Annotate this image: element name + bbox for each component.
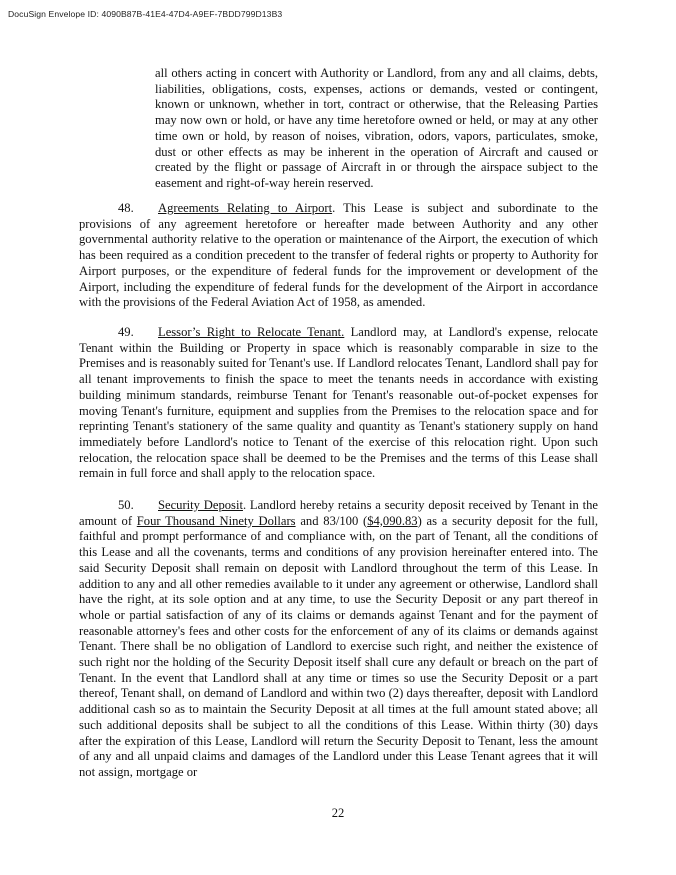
section-50-number: 50. (118, 498, 134, 512)
section-50-body-a: . Landlord hereby retains a security deposit received by Tenant in the amount of (79, 498, 599, 528)
section-49 (79, 325, 598, 482)
docusign-envelope-id: DocuSign Envelope ID: 4090B87B-41E4-47D4-A9EF-7BDD799D13B3 (8, 9, 283, 19)
section-50 (79, 498, 598, 781)
section-48 (79, 201, 598, 311)
section-49-number: 49. (118, 325, 134, 339)
deposit-amount-words: Four Thousand Ninety Dollars (136, 513, 296, 528)
section-48-body: . This Lease is subject and subordinate to the provisions of any agreement heretofore or hereafter made between Authority and any other governmental authority relative to the operation or maintenance of the Airport, the execution of which has been required as a condition precedent to the transfer of federal rights or property to Authority for Airport purposes, or the expenditure of federal funds for the improvement or development of the Airport, including the expenditure of federal funds for the development of the Airport in accordance with the provisions of the Federal Aviation Act of 1958, as amended. (79, 201, 599, 310)
continuation-paragraph: all others acting in concert with Authority or Landlord, from any and all claims, debts, liabilities, obligations, costs, expenses, actions or demands, vested or contingent, known or unknown, whether in tort, contract or otherwise, that the Releasing Parties may now own or hold, or have any time heretofore owned or held, or may at any other time own or hold, by reason of noises, vibration, odors, vapors, particulates, smoke, dust or other effects as may be inherent in the operation of Aircraft and caused or created by the flight or passage of Aircraft in or through the airspace subject to the easement and right-of-way herein reserved. (155, 66, 598, 190)
section-50-heading: Security Deposit (158, 498, 243, 512)
section-50-body-b: and 83/100 ( (295, 513, 368, 528)
section-48-number: 48. (118, 201, 134, 215)
section-49-heading: Lessor’s Right to Relocate Tenant. (158, 325, 345, 339)
section-48-heading: Agreements Relating to Airport (158, 201, 333, 215)
section-50-body-c: ) as a security deposit for the full, faithful and prompt performance of and compliance with, on the part of Tenant, all the conditions of this Lease and all the covenants, terms and conditions of any provision hereinafter entered into. The said Security Deposit shall remain on deposit with Landlord throughout the term of this Lease. In addition to any and all other remedies available to it under any agreement or otherwise, Landlord shall have the right, at its sole option and at any time, to use the Security Deposit or any part thereof in whole or partial satisfaction of any of its claims or demands against Tenant and for the payment of reasonable attorney's fees and other costs for the enforcement of any of its claims or demands against Tenant. There shall be no obligation of Landlord to exercise such right, and neither the existence of such right nor the holding of the Security Deposit itself shall cure any default or breach on the part of Tenant. In the event that Landlord shall at any time or times so use the Security Deposit or a part thereof, Tenant shall, on demand of Landlord and within two (2) days thereafter, deposit with Landlord additional cash so as to maintain the Security Deposit at all times at the full amount stated above; all such additional deposits shall be subject to all the conditions of this Lease. Within thirty (30) days after the expiration of this Lease, Landlord will return the Security Deposit to Tenant, less the amount of any and all unpaid claims and damages of the Landlord under this Lease Tenant agrees that it will not assign, mortgage or (79, 513, 598, 779)
deposit-amount-figure: $4,090.83 (367, 513, 418, 528)
page-number: 22 (331, 806, 345, 820)
section-49-body: Landlord may, at Landlord's expense, relocate Tenant within the Building or Property in space which is reasonably comparable in size to the Premises and is reasonably suited for Tenant's use. If Landlord relocates Tenant, Landlord shall pay for all tenant improvements to finish the space to meet the tenants needs in accordance with existing building minimum standards, reimburse Tenant for Tenant's reasonable out-of-pocket expenses for moving Tenant's furniture, equipment and supplies from the Premises to the relocation space and for reprinting Tenant's stationery of the same quality and quantity as Tenant's stationery supply on hand immediately before Landlord's notice to Tenant of the exercise of this relocation right. Upon such relocation, the relocation space shall be deemed to be the Premises and the terms of this Lease shall remain in full force and shall apply to the relocation space. (79, 325, 598, 481)
